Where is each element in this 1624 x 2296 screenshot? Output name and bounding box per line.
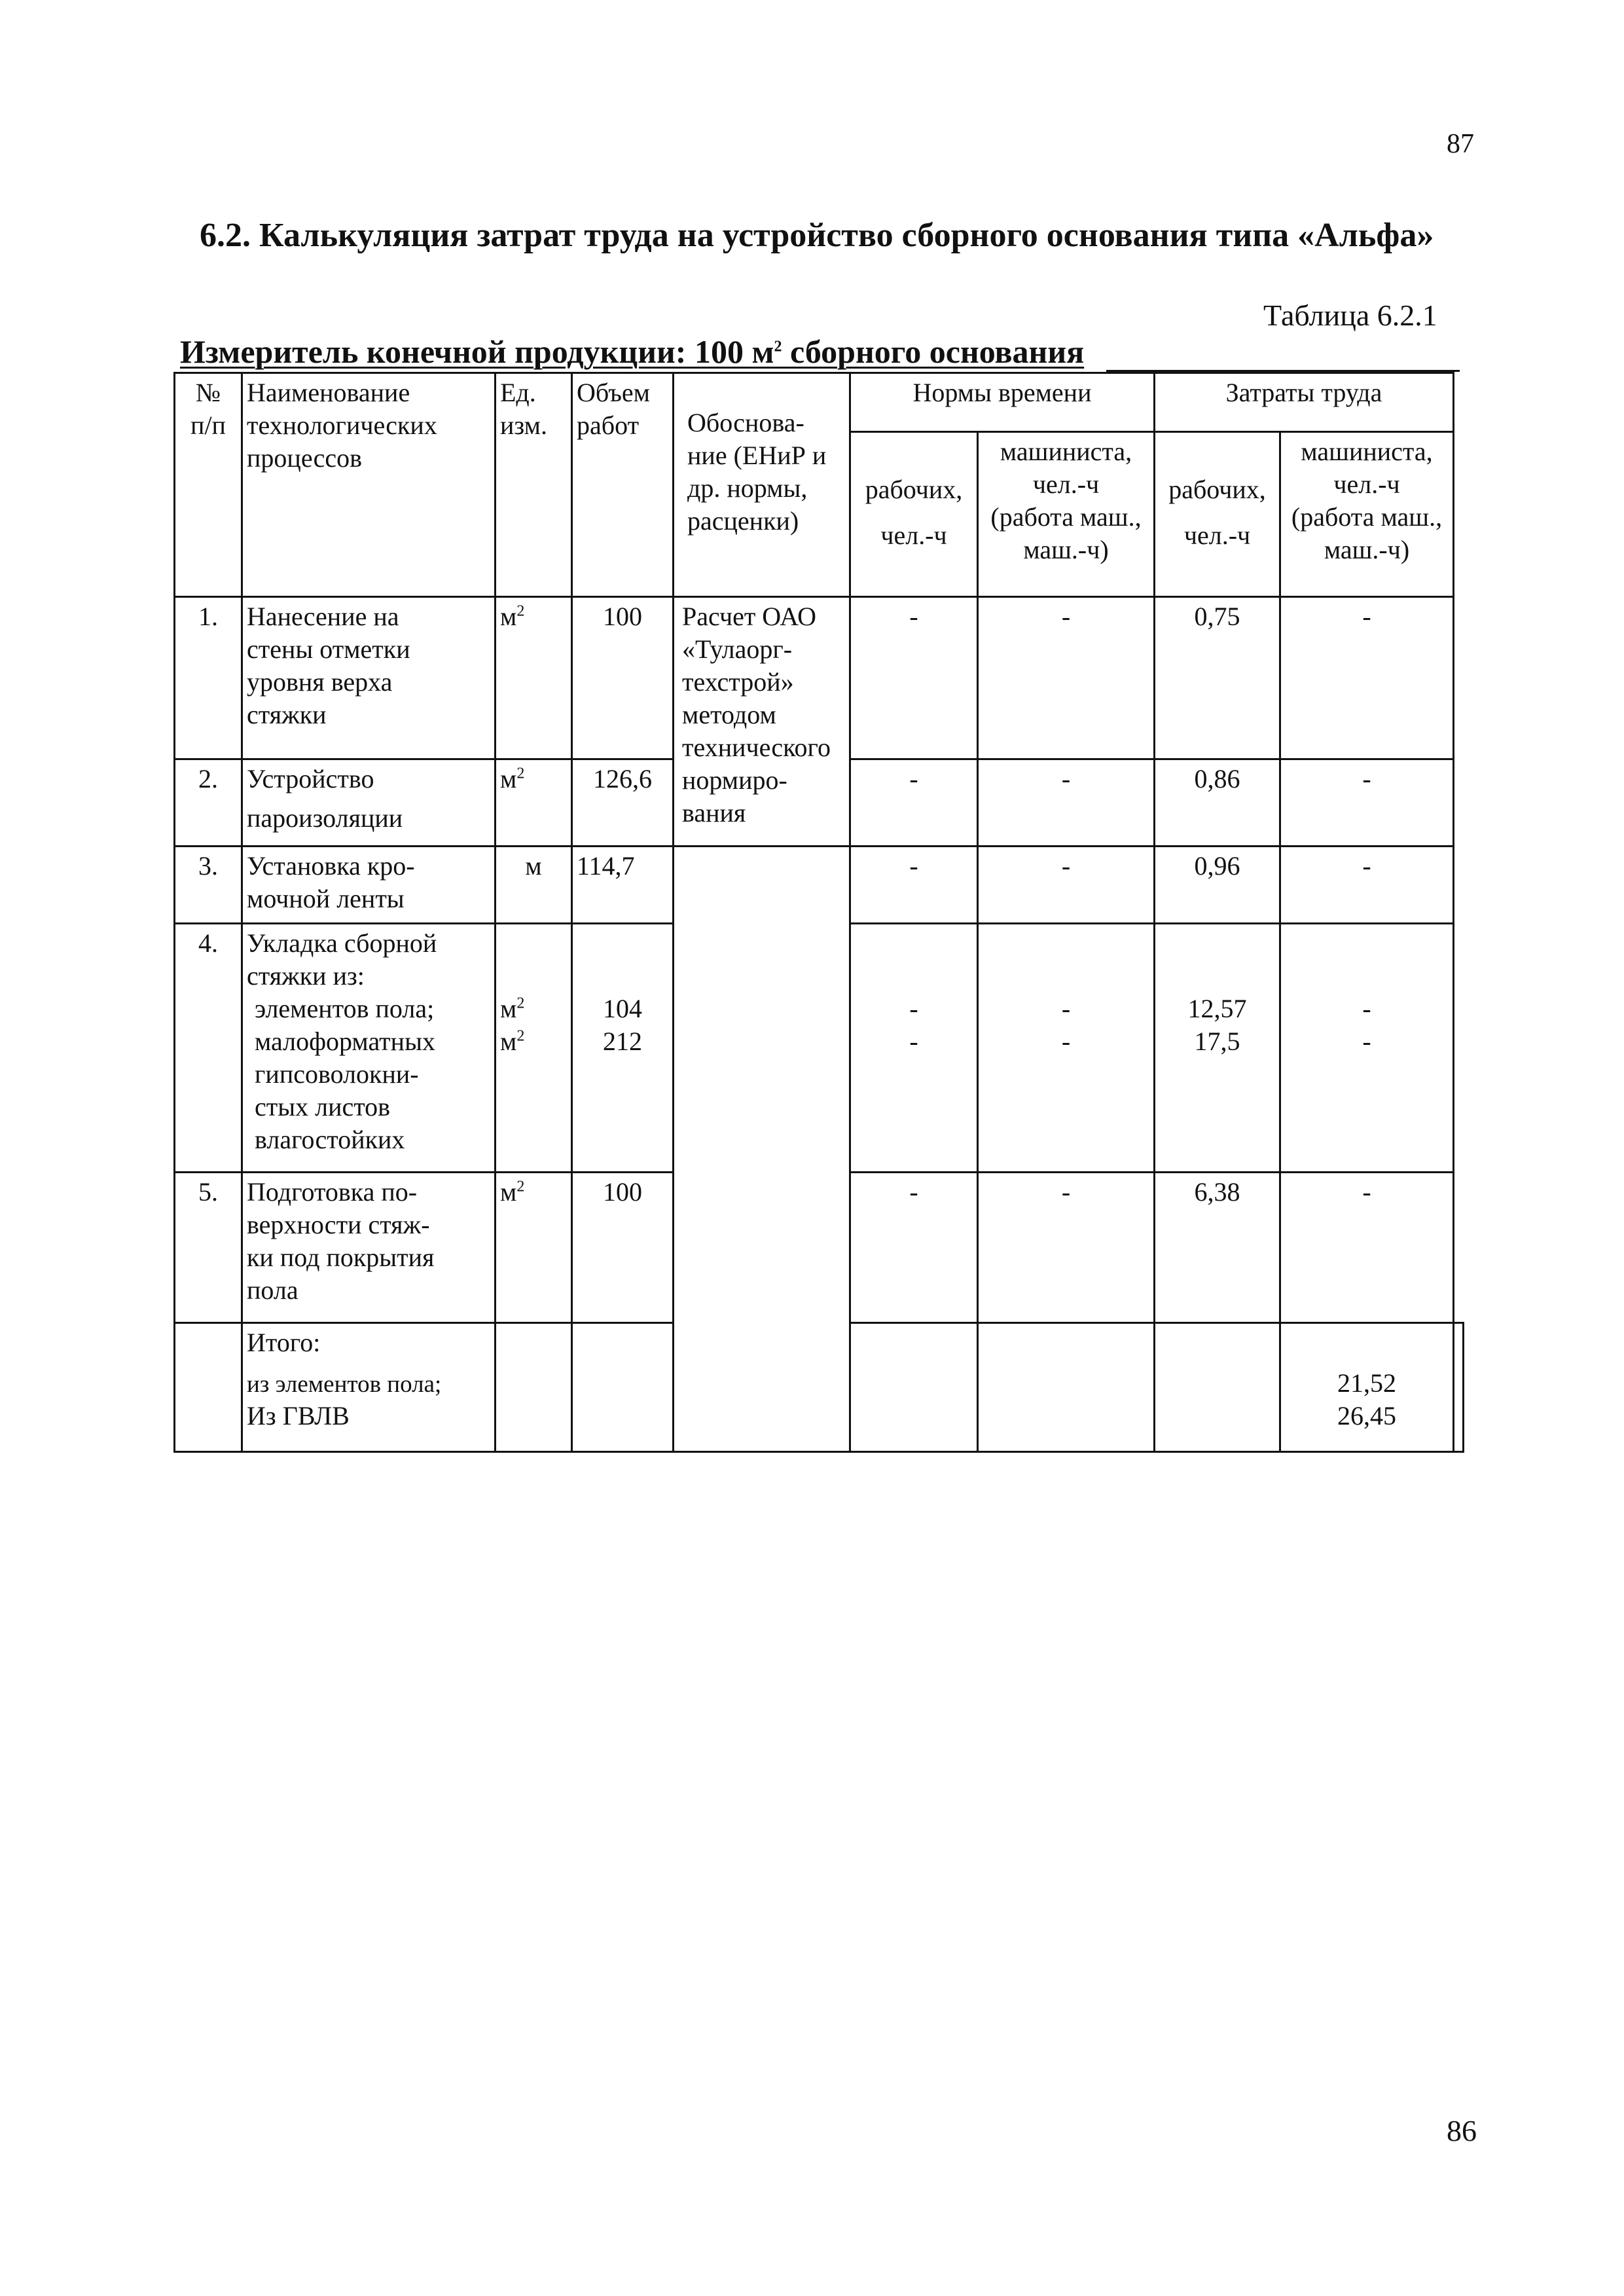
row-cost-workers: 0,96 — [1155, 847, 1280, 924]
row-unit — [496, 924, 572, 1173]
header-workers-line: чел.-ч — [1183, 520, 1251, 550]
row-name-line: пола — [247, 1275, 298, 1305]
sub-norm-machinists: - — [1061, 1027, 1071, 1056]
basis-line: «Тулаорг- — [682, 634, 793, 664]
row-name — [242, 847, 496, 924]
basis-line: техстрой» — [682, 667, 794, 697]
header-machinists-line: маш.-ч) — [1324, 535, 1410, 564]
row-norm-machinists: - — [978, 759, 1155, 847]
unit-sup: 2 — [516, 1027, 525, 1045]
header-volume — [572, 373, 674, 597]
total-label-cell — [242, 1323, 496, 1452]
total-cost-workers — [1280, 1323, 1454, 1452]
sub-norm-workers: - — [909, 994, 918, 1023]
header-machinists-line: чел.-ч — [1333, 469, 1400, 499]
row-norm-workers: - — [850, 1173, 978, 1323]
row-no: 1. — [175, 597, 242, 759]
row-name-line: ки под покрытия — [247, 1243, 435, 1272]
row-cost-machinists: - — [1280, 597, 1454, 759]
measure-text: Измеритель конечной продукции: 100 м — [180, 333, 774, 370]
table-row — [175, 597, 1464, 759]
page-number-top: 87 — [1447, 129, 1474, 159]
row-name-line: влагостойких — [255, 1125, 405, 1154]
total-norm-workers — [978, 1323, 1155, 1452]
unit-text: м — [500, 764, 517, 793]
unit-sup: 2 — [516, 994, 525, 1012]
row-unit — [496, 847, 572, 924]
row-cost-machinists: - — [1280, 1173, 1454, 1323]
row-norm-workers: - — [850, 759, 978, 847]
row-name-line: стяжки — [247, 700, 327, 729]
measure-suffix: сборного основания — [782, 333, 1085, 370]
header-volume-line: Объем — [577, 378, 650, 407]
row-unit — [496, 759, 572, 847]
row-cost-workers: 0,86 — [1155, 759, 1280, 847]
sub-cost-machinists: - — [1362, 994, 1371, 1023]
row-volume — [572, 924, 674, 1173]
row-cost-machinists — [1280, 924, 1454, 1173]
header-workers-line: чел.-ч — [880, 520, 947, 550]
sub-volume: 212 — [603, 1027, 642, 1056]
header-norm-machinists — [978, 432, 1155, 597]
row-norm-workers: - — [850, 597, 978, 759]
total-volume — [572, 1323, 674, 1452]
header-workers-line: рабочих, — [1168, 475, 1266, 504]
header-no-line: п/п — [190, 410, 226, 440]
unit-text: м — [500, 994, 517, 1023]
row-name-line: стяжки из: — [247, 961, 365, 991]
unit-text: м — [500, 602, 517, 631]
total-item: из элементов пола; — [247, 1371, 442, 1398]
header-unit-line: Ед. — [500, 378, 536, 407]
row-no: 3. — [175, 847, 242, 924]
row-name-line: Установка кро- — [247, 851, 415, 881]
row-name-line: верхности стяж- — [247, 1210, 430, 1239]
row-name — [242, 1173, 496, 1323]
row-basis — [674, 597, 850, 847]
row-volume: 100 — [572, 1173, 674, 1323]
basis-empty-cell — [674, 847, 850, 1452]
header-cost-machinists — [1280, 432, 1454, 597]
row-no: 5. — [175, 1173, 242, 1323]
total-value: 26,45 — [1337, 1401, 1396, 1430]
header-basis-line: ние (ЕНиР и — [687, 441, 827, 470]
row-cost-workers — [1155, 924, 1280, 1173]
header-name — [242, 373, 496, 597]
unit-sup: 2 — [516, 1178, 525, 1195]
row-norm-workers: - — [850, 847, 978, 924]
header-cost-workers — [1155, 432, 1280, 597]
row-name-line: гипсоволокни- — [255, 1059, 419, 1089]
unit-sup: 2 — [516, 602, 525, 620]
row-name — [242, 759, 496, 847]
row-name-line: стены отметки — [247, 634, 410, 664]
row-cost-machinists: - — [1280, 847, 1454, 924]
measure-sup: 2 — [774, 338, 782, 355]
header-name-line: Наименование — [247, 378, 410, 407]
sub-unit — [500, 1025, 567, 1058]
basis-line: нормиро- — [682, 765, 787, 795]
header-machinists-line: чел.-ч — [1032, 469, 1100, 499]
row-norm-machinists — [978, 924, 1155, 1173]
section-heading: 6.2. Калькуляция затрат труда на устройство сборного основания типа «Альфа» — [200, 217, 1434, 254]
row-norm-workers — [850, 924, 978, 1173]
total-label: Итого: — [247, 1328, 321, 1357]
row-name — [242, 597, 496, 759]
header-norm-workers — [850, 432, 978, 597]
unit-sup: 2 — [516, 765, 525, 782]
header-unit — [496, 373, 572, 597]
row-name-line: Нанесение на — [247, 602, 399, 631]
measure-caption — [180, 333, 1084, 371]
row-volume: 126,6 — [572, 759, 674, 847]
header-workers-line: рабочих, — [865, 475, 963, 504]
total-no — [175, 1323, 242, 1452]
row-volume: 114,7 — [572, 847, 674, 924]
total-value: 21,52 — [1337, 1368, 1396, 1398]
row-name-line: пароизоляции — [247, 803, 403, 833]
row-norm-machinists: - — [978, 847, 1155, 924]
row-norm-machinists: - — [978, 1173, 1155, 1323]
row-no: 4. — [175, 924, 242, 1173]
row-volume: 100 — [572, 597, 674, 759]
labor-cost-table — [173, 372, 1464, 1453]
row-name-line: стых листов — [255, 1092, 391, 1121]
table-row — [175, 847, 1464, 924]
row-name-line: уровня верха — [247, 667, 393, 697]
header-labor: Затраты труда — [1155, 373, 1454, 432]
header-machinists-line: машиниста, — [1000, 437, 1132, 466]
row-name-line: Устройство — [247, 764, 374, 793]
row-cost-workers: 0,75 — [1155, 597, 1280, 759]
total-norm-machinists — [1155, 1323, 1280, 1452]
total-basis — [850, 1323, 978, 1452]
basis-line: вания — [682, 798, 746, 828]
row-unit — [496, 1173, 572, 1323]
total-cost-machinists — [1454, 1323, 1464, 1452]
unit-text: м — [500, 1177, 517, 1207]
row-name-line: элементов пола; — [255, 994, 435, 1023]
row-unit — [496, 597, 572, 759]
basis-line: методом — [682, 700, 776, 729]
row-name-line: Подготовка по- — [247, 1177, 418, 1207]
total-item: Из ГВЛВ — [247, 1401, 350, 1431]
header-name-line: технологических — [247, 410, 437, 440]
header-machinists-line: (работа маш., — [1291, 502, 1443, 532]
row-name — [242, 924, 496, 1173]
sub-norm-machinists: - — [1061, 994, 1071, 1023]
table-label: Таблица 6.2.1 — [1263, 299, 1437, 332]
header-basis-line: др. нормы, — [687, 473, 808, 503]
basis-line: Расчет ОАО — [682, 602, 816, 631]
unit-text: м — [525, 851, 542, 881]
sub-unit — [500, 993, 567, 1025]
sub-cost-workers: 17,5 — [1194, 1027, 1240, 1056]
sub-cost-workers: 12,57 — [1187, 994, 1247, 1023]
row-name-line: малоформатных — [255, 1027, 435, 1056]
header-row-1 — [175, 373, 1464, 432]
header-machinists-line: маш.-ч) — [1023, 535, 1109, 564]
header-basis — [674, 373, 850, 597]
header-volume-line: работ — [577, 410, 640, 440]
sub-norm-workers: - — [909, 1027, 918, 1056]
header-basis-line: Обоснова- — [687, 408, 804, 437]
row-norm-machinists: - — [978, 597, 1155, 759]
basis-line: технического — [682, 733, 831, 762]
header-name-line: процессов — [247, 443, 362, 473]
row-cost-machinists: - — [1280, 759, 1454, 847]
row-no: 2. — [175, 759, 242, 847]
header-no — [175, 373, 242, 597]
header-basis-line: расценки) — [687, 506, 799, 536]
header-unit-line: изм. — [500, 410, 547, 440]
row-name-line: мочной ленты — [247, 884, 405, 913]
sub-volume: 104 — [603, 994, 642, 1023]
total-unit — [496, 1323, 572, 1452]
row-name-line: Укладка сборной — [247, 928, 437, 958]
unit-text: м — [500, 1027, 517, 1056]
header-no-line: № — [195, 378, 221, 407]
header-norms: Нормы времени — [850, 373, 1155, 432]
header-machinists-line: машиниста, — [1301, 437, 1433, 466]
sub-cost-machinists: - — [1362, 1027, 1371, 1056]
header-machinists-line: (работа маш., — [990, 502, 1142, 532]
row-cost-workers: 6,38 — [1155, 1173, 1280, 1323]
page-number-bottom: 86 — [1447, 2114, 1477, 2147]
